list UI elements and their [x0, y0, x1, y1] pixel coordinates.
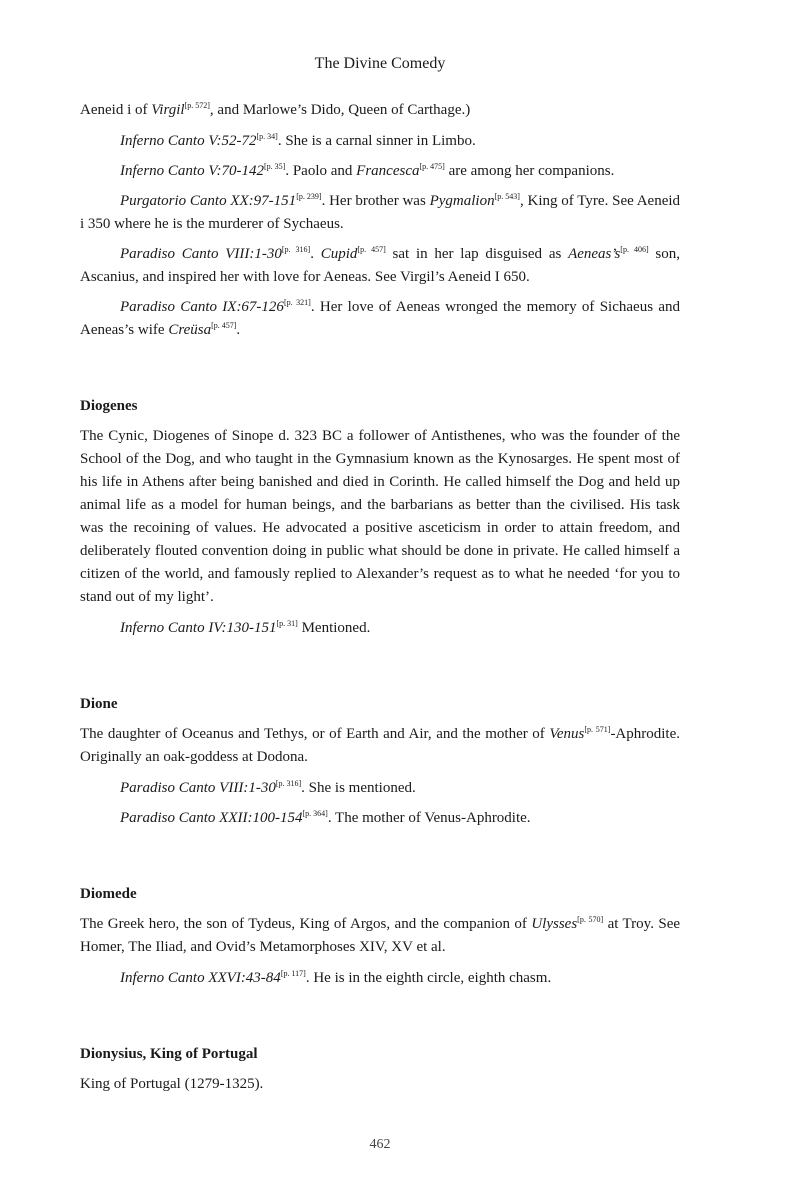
page-ref: [p. 34]	[256, 132, 278, 141]
ref-text: . Her love of Aeneas wronged the memory of Sichaeus and Aeneas’s wife	[80, 299, 680, 338]
page-ref: [p. 406]	[620, 245, 649, 254]
page-ref: [p. 316]	[281, 245, 311, 254]
page-ref: [p. 316]	[275, 779, 302, 788]
link-pygmalion[interactable]: Pygmalion	[429, 193, 495, 209]
entry-body-diogenes: The Cynic, Diogenes of Sinope d. 323 BC a follower of Antisthenes, who was the founder of the School of the Dog, and who taught in the Gymnasium known as the Kynosarges. He spent most of his life in Athens after being banished and died in Corinth. He called himself the Dog and held up animal life as a model for human beings, and the barbarians as better than the civilised. His task was the recoining of values. He advocated a positive asceticism in order to attain freedom, and deliberately flouted convention doing in public what should be done in private. He called himself a citizen of the world, and famously replied to Alexander’s request as to what he needed ‘for you to stand out of my light’.	[80, 428, 680, 605]
ref-text: . Paolo and	[285, 163, 357, 179]
entry-spacer	[80, 647, 680, 693]
canto-reference	[80, 130, 680, 153]
link-creusa[interactable]: Creüsa	[168, 322, 212, 338]
running-header: The Divine Comedy	[314, 55, 446, 72]
canto-reference	[80, 160, 680, 183]
canto-link[interactable]: Paradiso Canto VIII:1-30	[120, 780, 276, 796]
ref-text: . She is a carnal sinner in Limbo.	[277, 133, 476, 149]
canto-link[interactable]: Paradiso Canto VIII:1-30	[120, 246, 282, 262]
entry-heading-dione: Dione	[80, 696, 118, 712]
page-content	[80, 99, 680, 1096]
link-cupid[interactable]: Cupid	[320, 246, 358, 262]
entry-body-dione	[80, 723, 680, 769]
ref-text: . Her brother was	[321, 193, 430, 209]
page-ref: [p. 117]	[280, 969, 306, 978]
entry-spacer	[80, 837, 680, 883]
ref-text: .	[310, 246, 321, 262]
entry-heading-diogenes: Diogenes	[80, 398, 138, 414]
page-ref: [p. 457]	[211, 321, 237, 330]
canto-reference	[80, 296, 680, 342]
link-virgil[interactable]: Virgil	[151, 102, 185, 118]
ref-text: son, Ascanius, and inspired her with love for Aeneas. See Virgil’s Aeneid I 650.	[80, 246, 680, 285]
canto-link[interactable]: Inferno Canto XXVI:43-84	[120, 970, 281, 986]
continuation-line	[80, 99, 680, 122]
canto-reference	[80, 777, 680, 800]
ref-text: . He is in the eighth circle, eighth chasm.	[305, 970, 552, 986]
canto-link[interactable]: Paradiso Canto IX:67-126	[120, 299, 284, 315]
ref-text: . She is mentioned.	[301, 780, 416, 796]
page-ref: [p. 31]	[276, 619, 298, 628]
page-ref: [p. 572]	[184, 101, 210, 110]
page-ref: [p. 457]	[357, 245, 386, 254]
page-ref: [p. 321]	[283, 298, 311, 307]
page-ref: [p. 543]	[494, 192, 520, 201]
link-ulysses[interactable]: Ulysses	[531, 916, 578, 932]
canto-link[interactable]: Inferno Canto IV:130-151	[120, 620, 277, 636]
page-ref: [p. 364]	[302, 809, 328, 818]
entry-heading-dionysius: Dionysius, King of Portugal	[80, 1046, 258, 1062]
entry-body-dionysius: King of Portugal (1279-1325).	[80, 1076, 264, 1092]
page-ref: [p. 570]	[577, 915, 604, 924]
page-ref: [p. 239]	[296, 192, 322, 201]
page-number: 462	[369, 1137, 391, 1152]
text-span: , and Marlowe’s Dido, Queen of Carthage.)	[209, 102, 471, 118]
page-ref: [p. 475]	[419, 162, 445, 171]
link-aeneas[interactable]: Aeneas’s	[568, 246, 621, 262]
canto-reference	[80, 243, 680, 289]
text-span: The Greek hero, the son of Tydeus, King of Argos, and the companion of	[80, 916, 532, 932]
canto-reference	[80, 967, 680, 990]
canto-reference	[80, 190, 680, 236]
text-span: Aeneid i of	[80, 102, 152, 118]
ref-text: are among her companions.	[444, 163, 615, 179]
entry-spacer	[80, 997, 680, 1043]
text-span: The daughter of Oceanus and Tethys, or of Earth and Air, and the mother of	[80, 726, 550, 742]
text-span: at Troy. See Homer, The Iliad, and Ovid’s Metamorphoses XIV, XV et al.	[80, 916, 681, 955]
canto-link[interactable]: Inferno Canto V:52-72	[120, 133, 257, 149]
ref-text: sat in her lap disguised as	[385, 246, 569, 262]
entry-spacer	[80, 349, 680, 395]
canto-link[interactable]: Inferno Canto V:70-142	[120, 163, 265, 179]
canto-reference	[80, 617, 680, 640]
link-venus[interactable]: Venus	[549, 726, 585, 742]
text-span: -Aphrodite. Originally an oak-goddess at Dodona.	[80, 726, 681, 765]
entry-body-diomede	[80, 913, 680, 959]
link-francesca[interactable]: Francesca	[356, 163, 420, 179]
ref-text: Mentioned.	[297, 620, 371, 636]
canto-reference	[80, 807, 680, 830]
canto-link[interactable]: Purgatorio Canto XX:97-151	[120, 193, 297, 209]
page-ref: [p. 571]	[584, 725, 611, 734]
page-ref: [p. 35]	[264, 162, 286, 171]
canto-link[interactable]: Paradiso Canto XXII:100-154	[120, 810, 303, 826]
ref-text: . The mother of Venus-Aphrodite.	[327, 810, 531, 826]
entry-heading-diomede: Diomede	[80, 886, 137, 902]
ref-text: , King of Tyre. See Aeneid i 350 where he is the murderer of Sychaeus.	[80, 193, 681, 232]
ref-text: .	[236, 322, 241, 338]
book-page	[80, 0, 680, 1200]
